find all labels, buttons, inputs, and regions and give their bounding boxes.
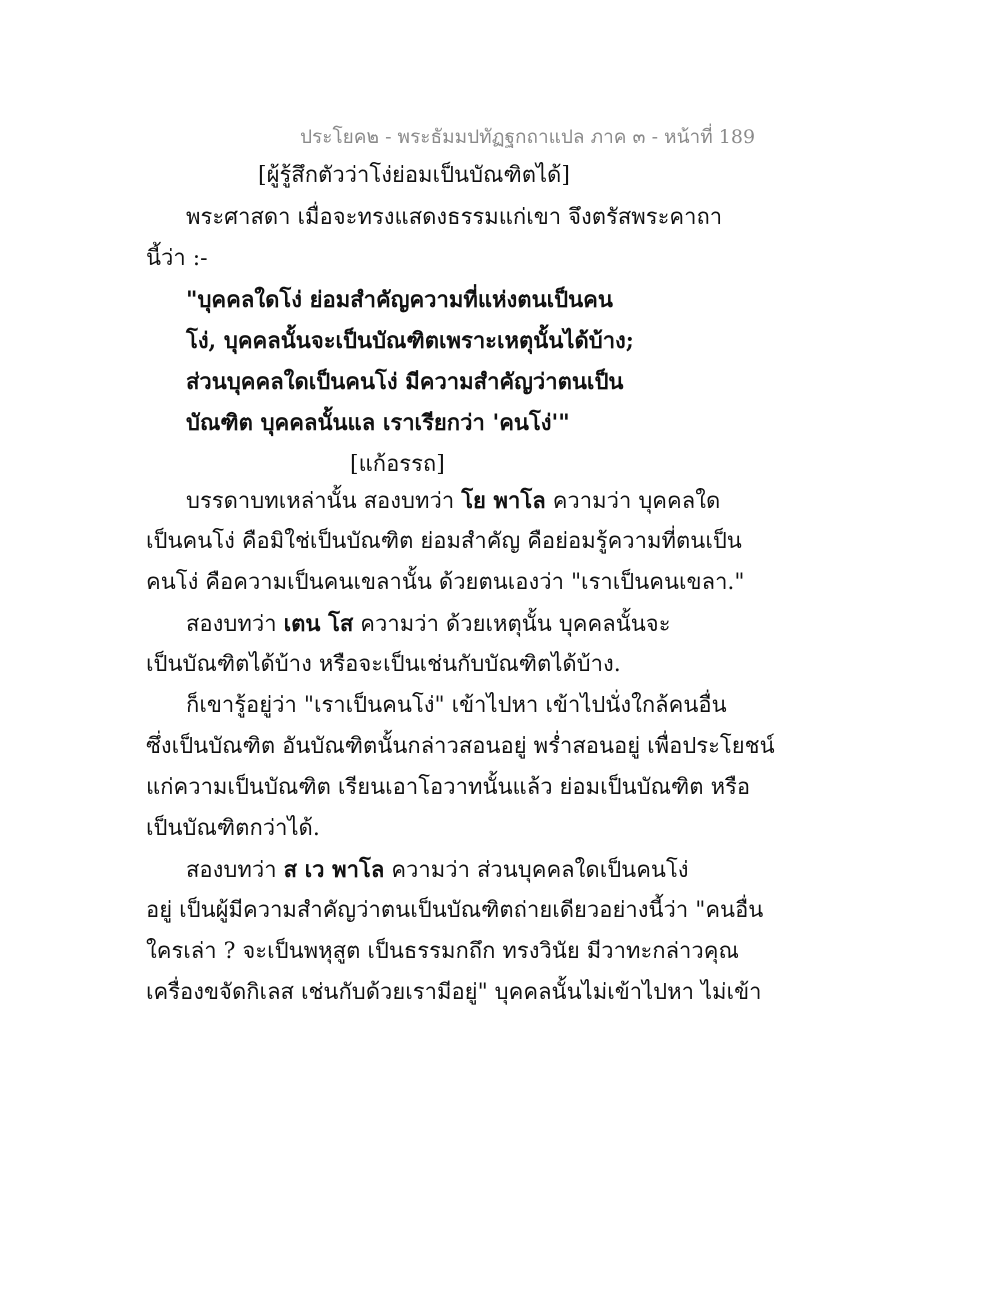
para1-term: โย พาโล bbox=[461, 488, 546, 514]
para3-line-2: ซึ่งเป็นบัณฑิต อันบัณฑิตนั้นกล่าวสอนอยู่ พร่ำสอนอยู่ เพื่อประโยชน์ bbox=[146, 734, 775, 759]
para4-text: ความว่า ส่วนบุคคลใดเป็นคนโง่ bbox=[384, 858, 689, 883]
para4-line-2: อยู่ เป็นผู้มีความสำคัญว่าตนเป็นบัณฑิตถ่ายเดียวอย่างนี้ว่า "คนอื่น bbox=[146, 898, 764, 923]
section-title: [ผู้รู้สึกตัวว่าโง่ย่อมเป็นบัณฑิตได้] bbox=[258, 163, 570, 188]
para1-text: บรรดาบทเหล่านั้น สองบทว่า bbox=[186, 489, 462, 514]
para3-line-3: แก่ความเป็นบัณฑิต เรียนเอาโอวาทนั้นแล้ว ย่อมเป็นบัณฑิต หรือ bbox=[146, 775, 751, 800]
para4-term: ส เว พาโล bbox=[283, 857, 385, 883]
page-header: ประโยค๒ - พระธัมมปทัฏฐกถาแปล ภาค ๓ - หน้าที่ 189 bbox=[300, 126, 756, 148]
verse-line-2: โง่, บุคคลนั้นจะเป็นบัณฑิตเพราะเหตุนั้นได้บ้าง; bbox=[186, 328, 634, 354]
para4-line-1 bbox=[186, 855, 689, 886]
para1-line-2: เป็นคนโง่ คือมิใช่เป็นบัณฑิต ย่อมสำคัญ คือย่อมรู้ความที่ตนเป็น bbox=[146, 529, 742, 554]
verse-line-3: ส่วนบุคคลใดเป็นคนโง่ มีความสำคัญว่าตนเป็น bbox=[186, 369, 624, 395]
para3-line-1: ก็เขารู้อยู่ว่า "เราเป็นคนโง่" เข้าไปหา เข้าไปนั่งใกล้คนอื่น bbox=[186, 693, 727, 718]
para4-text: สองบทว่า bbox=[186, 858, 284, 883]
para2-line-1 bbox=[186, 609, 671, 640]
para2-text: ความว่า ด้วยเหตุนั้น บุคคลนั้นจะ bbox=[353, 612, 671, 637]
para2-term: เตน โส bbox=[283, 611, 354, 637]
verse-line-4: บัณฑิต บุคคลนั้นแล เราเรียกว่า 'คนโง่'" bbox=[186, 410, 570, 436]
para1-text: ความว่า บุคคลใด bbox=[545, 489, 721, 514]
para3-line-4: เป็นบัณฑิตกว่าได้. bbox=[146, 816, 320, 841]
intro-line-1: พระศาสดา เมื่อจะทรงแสดงธรรมแก่เขา จึงตรัสพระคาถา bbox=[186, 205, 723, 230]
verse-line-1: "บุคคลใดโง่ ย่อมสำคัญความที่แห่งตนเป็นคน bbox=[186, 287, 613, 313]
para1-line-3: คนโง่ คือความเป็นคนเขลานั้น ด้วยตนเองว่า "เราเป็นคนเขลา." bbox=[146, 570, 745, 595]
verse-caption: [แก้อรรถ] bbox=[350, 452, 445, 477]
intro-line-2: นี้ว่า :- bbox=[146, 246, 208, 271]
para1-line-1 bbox=[186, 486, 720, 517]
para2-text: สองบทว่า bbox=[186, 612, 284, 637]
para4-line-4: เครื่องขจัดกิเลส เช่นกับด้วยเรามีอยู่" บุคคลนั้นไม่เข้าไปหา ไม่เข้า bbox=[146, 980, 762, 1005]
para4-line-3: ใครเล่า ? จะเป็นพหุสูต เป็นธรรมกถึก ทรงวินัย มีวาทะกล่าวคุณ bbox=[146, 939, 739, 964]
para2-line-2: เป็นบัณฑิตได้บ้าง หรือจะเป็นเช่นกับบัณฑิตได้บ้าง. bbox=[146, 652, 621, 677]
